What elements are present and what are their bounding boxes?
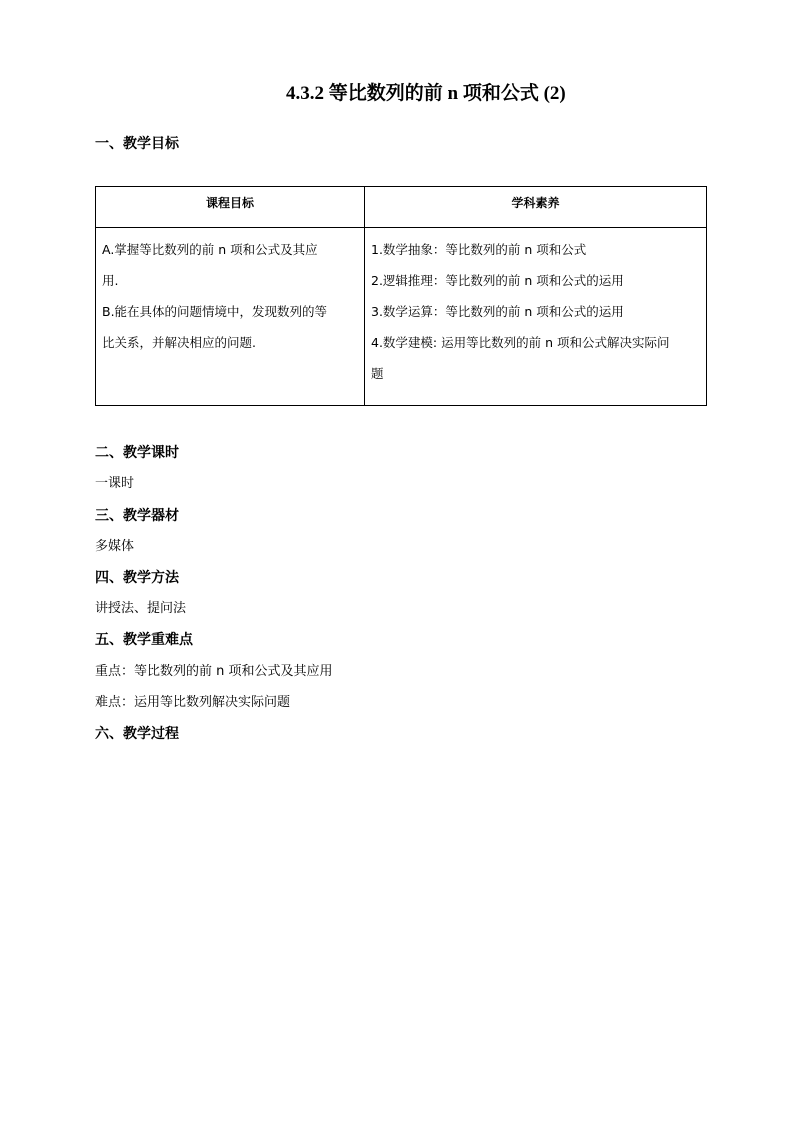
course-goal-line: 比关系，并解决相应的问题. — [102, 335, 256, 350]
literacy-line: 2.逻辑推理：等比数列的前 n 项和公式的运用 — [371, 273, 624, 288]
section-heading-method: 四、教学方法 — [95, 570, 179, 586]
difficulty-text: 难点：运用等比数列解决实际问题 — [95, 695, 291, 710]
literacy-line: 4.数学建模: 运用等比数列的前 n 项和公式解决实际问 — [371, 335, 670, 350]
header-course-goals: 课程目标 — [96, 187, 365, 228]
header-subject-literacy: 学科素养 — [365, 187, 707, 228]
course-goals-cell — [96, 228, 365, 406]
key-point-text: 重点：等比数列的前 n 项和公式及其应用 — [95, 664, 333, 679]
literacy-line: 3.数学运算：等比数列的前 n 项和公式的运用 — [371, 304, 624, 319]
equipment-text: 多媒体 — [95, 539, 135, 554]
section-heading-keypoints: 五、教学重难点 — [95, 632, 193, 648]
goals-table-header-row — [96, 187, 707, 228]
section-heading-hours: 二、教学课时 — [95, 445, 179, 461]
section-heading-equipment: 三、教学器材 — [95, 508, 179, 524]
section-heading-goals: 一、教学目标 — [95, 136, 179, 152]
goals-table-body-row — [96, 228, 707, 406]
section-heading-process: 六、教学过程 — [95, 726, 179, 742]
method-text: 讲授法、提问法 — [95, 601, 187, 616]
course-goal-line: 用. — [102, 273, 119, 288]
subject-literacy-cell — [365, 228, 707, 406]
hours-text: 一课时 — [95, 476, 135, 491]
course-goal-line: A.掌握等比数列的前 n 项和公式及其应 — [102, 242, 318, 257]
page-title: 4.3.2 等比数列的前 n 项和公式 (2) — [286, 83, 566, 104]
course-goal-line: B.能在具体的问题情境中，发现数列的等 — [102, 304, 328, 319]
literacy-line: 1.数学抽象：等比数列的前 n 项和公式 — [371, 242, 587, 257]
literacy-line: 题 — [371, 366, 384, 381]
goals-table — [95, 186, 707, 406]
